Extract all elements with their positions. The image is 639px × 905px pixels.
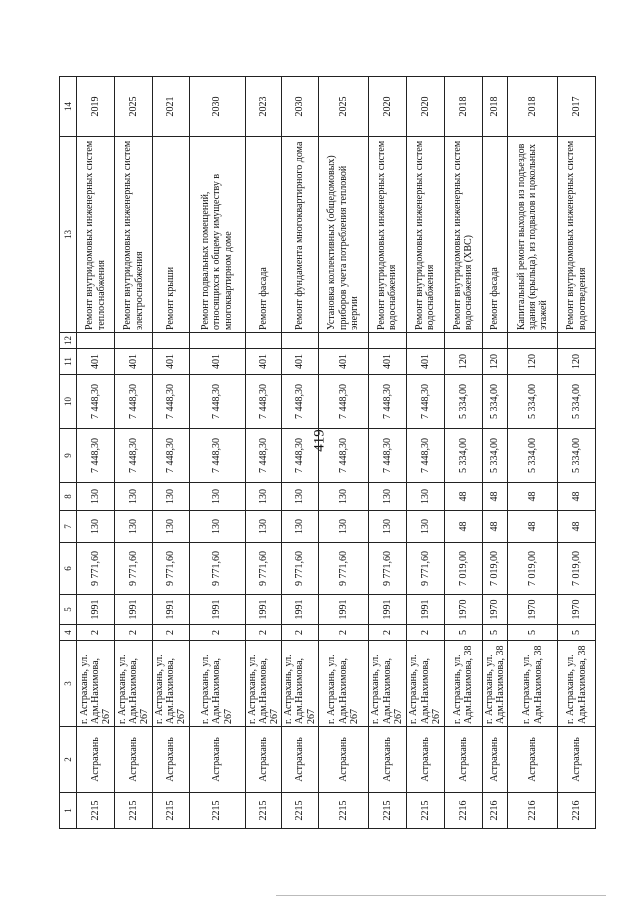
cell-address: г. Астрахань, ул. Адм.Нахимова, 38: [558, 641, 596, 727]
cell-floors: 5: [558, 625, 596, 641]
cell-work-type: Ремонт внутридомовых инженерных систем теплоснабжения: [77, 137, 115, 333]
cell-col12: [153, 333, 190, 349]
cell-planned-year: 2025: [318, 77, 368, 137]
cell-year-built: 1991: [77, 595, 115, 625]
cell-city: Астрахань: [77, 727, 115, 793]
cell-apartments: 130: [153, 511, 190, 543]
cell-living-area: 5 334,00: [444, 429, 482, 483]
column-header-3: 3: [60, 641, 77, 727]
cell-living-area: 5 334,00: [558, 429, 596, 483]
cell-city: Астрахань: [558, 727, 596, 793]
cell-floors: 5: [482, 625, 507, 641]
cell-apartments: 130: [189, 511, 245, 543]
table-row: [508, 77, 558, 829]
cell-col12: [245, 333, 282, 349]
cell-owners: 401: [77, 349, 115, 375]
cell-owners: 120: [558, 349, 596, 375]
cell-floors: 5: [508, 625, 558, 641]
cell-planned-year: 2020: [406, 77, 444, 137]
cell-building-id: 2215: [245, 793, 282, 829]
cell-city: Астрахань: [318, 727, 368, 793]
cell-living-area: 7 448,30: [318, 429, 368, 483]
cell-work-type: Ремонт фасада: [482, 137, 507, 333]
cell-year-built: 1991: [189, 595, 245, 625]
cell-work-type: Ремонт внутридомовых инженерных систем водоотведения: [558, 137, 596, 333]
cell-work-type: Ремонт фундамента многоквартирного дома: [282, 137, 319, 333]
cell-residents: 130: [153, 483, 190, 511]
cell-residents: 130: [282, 483, 319, 511]
cell-building-id: 2215: [282, 793, 319, 829]
cell-address: г. Астрахань, ул. Адм.Нахимова, 267: [368, 641, 406, 727]
cell-planned-year: 2017: [558, 77, 596, 137]
table-row: [245, 77, 282, 829]
cell-total-living-area: 5 334,00: [482, 375, 507, 429]
cell-residents: 130: [189, 483, 245, 511]
column-header-10: 10: [60, 375, 77, 429]
cell-residents: 130: [406, 483, 444, 511]
cell-total-living-area: 7 448,30: [368, 375, 406, 429]
cell-residents: 130: [318, 483, 368, 511]
cell-year-built: 1991: [406, 595, 444, 625]
cell-residents: 130: [368, 483, 406, 511]
table-row: [115, 77, 153, 829]
cell-total-area: 7 019,00: [444, 543, 482, 595]
cell-living-area: 5 334,00: [508, 429, 558, 483]
cell-total-area: 9 771,60: [318, 543, 368, 595]
table-row: [558, 77, 596, 829]
cell-city: Астрахань: [444, 727, 482, 793]
cell-address: г. Астрахань, ул. Адм.Нахимова, 267: [153, 641, 190, 727]
column-header-7: 7: [60, 511, 77, 543]
cell-residents: 48: [558, 483, 596, 511]
column-header-6: 6: [60, 543, 77, 595]
cell-planned-year: 2018: [508, 77, 558, 137]
cell-total-living-area: 7 448,30: [406, 375, 444, 429]
cell-col12: [482, 333, 507, 349]
table-row: [153, 77, 190, 829]
cell-building-id: 2216: [558, 793, 596, 829]
cell-work-type: Капитальный ремонт выходов из подъездов здания (крыльца), из подвалов и цокольных этажей: [508, 137, 558, 333]
cell-work-type: Ремонт подвальных помещений, относящихся к общему имуществу в многоквартирном доме: [189, 137, 245, 333]
cell-city: Астрахань: [406, 727, 444, 793]
cell-residents: 130: [245, 483, 282, 511]
column-header-11: 11: [60, 349, 77, 375]
column-header-5: 5: [60, 595, 77, 625]
cell-address: г. Астрахань, ул. Адм.Нахимова, 38: [482, 641, 507, 727]
cell-owners: 401: [245, 349, 282, 375]
cell-planned-year: 2030: [282, 77, 319, 137]
cell-city: Астрахань: [282, 727, 319, 793]
cell-address: г. Астрахань, ул. Адм.Нахимова, 267: [282, 641, 319, 727]
table-row: [77, 77, 115, 829]
cell-floors: 2: [245, 625, 282, 641]
cell-apartments: 130: [77, 511, 115, 543]
cell-work-type: Ремонт фасада: [245, 137, 282, 333]
cell-total-area: 9 771,60: [153, 543, 190, 595]
cell-total-living-area: 7 448,30: [282, 375, 319, 429]
column-header-13: 13: [60, 137, 77, 333]
cell-building-id: 2215: [406, 793, 444, 829]
cell-total-living-area: 5 334,00: [558, 375, 596, 429]
cell-col12: [115, 333, 153, 349]
cell-total-area: 7 019,00: [482, 543, 507, 595]
cell-building-id: 2216: [482, 793, 507, 829]
cell-address: г. Астрахань, ул. Адм.Нахимова, 267: [77, 641, 115, 727]
cell-total-area: 9 771,60: [115, 543, 153, 595]
cell-floors: 2: [282, 625, 319, 641]
cell-building-id: 2215: [368, 793, 406, 829]
cell-address: г. Астрахань, ул. Адм.Нахимова, 38: [508, 641, 558, 727]
cell-total-area: 9 771,60: [282, 543, 319, 595]
column-header-2: 2: [60, 727, 77, 793]
cell-total-living-area: 7 448,30: [245, 375, 282, 429]
cell-residents: 130: [77, 483, 115, 511]
header-row: [60, 77, 77, 829]
cell-city: Астрахань: [482, 727, 507, 793]
cell-apartments: 48: [444, 511, 482, 543]
rotated-table-wrapper: [59, 77, 595, 829]
cell-planned-year: 2018: [444, 77, 482, 137]
cell-owners: 401: [318, 349, 368, 375]
cell-col12: [558, 333, 596, 349]
cell-apartments: 130: [406, 511, 444, 543]
cell-planned-year: 2021: [153, 77, 190, 137]
cell-owners: 401: [282, 349, 319, 375]
cell-total-living-area: 5 334,00: [508, 375, 558, 429]
cell-col12: [444, 333, 482, 349]
cell-city: Астрахань: [153, 727, 190, 793]
cell-year-built: 1970: [508, 595, 558, 625]
table-row: [368, 77, 406, 829]
cell-total-area: 9 771,60: [406, 543, 444, 595]
table-row: [318, 77, 368, 829]
cell-living-area: 7 448,30: [406, 429, 444, 483]
cell-total-living-area: 7 448,30: [318, 375, 368, 429]
cell-work-type: Ремонт внутридомовых инженерных систем водоснабжения (ХВС): [444, 137, 482, 333]
table-row: [282, 77, 319, 829]
table-row: [406, 77, 444, 829]
cell-total-living-area: 7 448,30: [189, 375, 245, 429]
cell-work-type: Ремонт внутридомовых инженерных систем электроснабжения: [115, 137, 153, 333]
cell-owners: 401: [153, 349, 190, 375]
cell-year-built: 1970: [444, 595, 482, 625]
cell-apartments: 48: [508, 511, 558, 543]
table-body: [77, 77, 596, 829]
cell-total-area: 9 771,60: [245, 543, 282, 595]
cell-floors: 2: [189, 625, 245, 641]
cell-planned-year: 2025: [115, 77, 153, 137]
cell-living-area: 7 448,30: [115, 429, 153, 483]
column-header-4: 4: [60, 625, 77, 641]
cell-building-id: 2215: [318, 793, 368, 829]
cell-col12: [508, 333, 558, 349]
cell-city: Астрахань: [245, 727, 282, 793]
column-header-8: 8: [60, 483, 77, 511]
cell-apartments: 48: [482, 511, 507, 543]
cell-planned-year: 2020: [368, 77, 406, 137]
cell-city: Астрахань: [368, 727, 406, 793]
cell-col12: [77, 333, 115, 349]
cell-total-area: 9 771,60: [189, 543, 245, 595]
cell-planned-year: 2023: [245, 77, 282, 137]
cell-building-id: 2216: [508, 793, 558, 829]
cell-living-area: 7 448,30: [368, 429, 406, 483]
cell-building-id: 2216: [444, 793, 482, 829]
cell-living-area: 5 334,00: [482, 429, 507, 483]
cell-col12: [189, 333, 245, 349]
cell-residents: 48: [482, 483, 507, 511]
cell-building-id: 2215: [77, 793, 115, 829]
cell-address: г. Астрахань, ул. Адм.Нахимова, 38: [444, 641, 482, 727]
cell-building-id: 2215: [153, 793, 190, 829]
cell-owners: 120: [508, 349, 558, 375]
cell-residents: 48: [444, 483, 482, 511]
cell-floors: 2: [153, 625, 190, 641]
cell-planned-year: 2019: [77, 77, 115, 137]
cell-floors: 5: [444, 625, 482, 641]
cell-residents: 130: [115, 483, 153, 511]
page-number: 419: [311, 429, 328, 452]
cell-year-built: 1991: [245, 595, 282, 625]
cell-floors: 2: [406, 625, 444, 641]
cell-living-area: 7 448,30: [189, 429, 245, 483]
cell-city: Астрахань: [115, 727, 153, 793]
cell-floors: 2: [368, 625, 406, 641]
cell-year-built: 1991: [368, 595, 406, 625]
cell-year-built: 1991: [115, 595, 153, 625]
cell-floors: 2: [115, 625, 153, 641]
table-row: [189, 77, 245, 829]
cell-total-area: 7 019,00: [558, 543, 596, 595]
cell-floors: 2: [77, 625, 115, 641]
cell-apartments: 48: [558, 511, 596, 543]
cell-address: г. Астрахань, ул. Адм.Нахимова, 267: [115, 641, 153, 727]
cell-col12: [318, 333, 368, 349]
capital-repair-table: [59, 76, 596, 829]
cell-living-area: 7 448,30: [245, 429, 282, 483]
column-header-12: 12: [60, 333, 77, 349]
cell-year-built: 1970: [558, 595, 596, 625]
table-row: [482, 77, 507, 829]
cell-planned-year: 2030: [189, 77, 245, 137]
cell-col12: [406, 333, 444, 349]
table-row: [444, 77, 482, 829]
cell-total-living-area: 5 334,00: [444, 375, 482, 429]
cell-col12: [282, 333, 319, 349]
cell-year-built: 1970: [482, 595, 507, 625]
cell-total-living-area: 7 448,30: [77, 375, 115, 429]
column-header-1: 1: [60, 793, 77, 829]
cell-floors: 2: [318, 625, 368, 641]
cell-apartments: 130: [245, 511, 282, 543]
cell-living-area: 7 448,30: [282, 429, 319, 483]
cell-address: г. Астрахань, ул. Адм.Нахимова, 267: [406, 641, 444, 727]
column-header-14: 14: [60, 77, 77, 137]
cell-apartments: 130: [368, 511, 406, 543]
cell-total-living-area: 7 448,30: [153, 375, 190, 429]
cell-living-area: 7 448,30: [77, 429, 115, 483]
cell-city: Астрахань: [189, 727, 245, 793]
cell-building-id: 2215: [189, 793, 245, 829]
cell-address: г. Астрахань, ул. Адм.Нахимова, 267: [189, 641, 245, 727]
cell-owners: 120: [482, 349, 507, 375]
cell-col12: [368, 333, 406, 349]
cell-work-type: Ремонт внутридомовых инженерных систем водоснабжения: [406, 137, 444, 333]
footer-line: [276, 895, 606, 896]
cell-total-living-area: 7 448,30: [115, 375, 153, 429]
cell-city: Астрахань: [508, 727, 558, 793]
cell-owners: 401: [189, 349, 245, 375]
cell-total-area: 9 771,60: [368, 543, 406, 595]
cell-living-area: 7 448,30: [153, 429, 190, 483]
cell-owners: 401: [368, 349, 406, 375]
cell-total-area: 7 019,00: [508, 543, 558, 595]
cell-year-built: 1991: [318, 595, 368, 625]
cell-address: г. Астрахань, ул. Адм.Нахимова, 267: [245, 641, 282, 727]
cell-building-id: 2215: [115, 793, 153, 829]
column-header-9: 9: [60, 429, 77, 483]
cell-owners: 401: [115, 349, 153, 375]
cell-apartments: 130: [318, 511, 368, 543]
cell-apartments: 130: [115, 511, 153, 543]
cell-owners: 120: [444, 349, 482, 375]
cell-year-built: 1991: [153, 595, 190, 625]
cell-work-type: Ремонт крыши: [153, 137, 190, 333]
cell-apartments: 130: [282, 511, 319, 543]
cell-year-built: 1991: [282, 595, 319, 625]
cell-work-type: Ремонт внутридомовых инженерных систем водоснабжения: [368, 137, 406, 333]
cell-residents: 48: [508, 483, 558, 511]
cell-address: г. Астрахань, ул. Адм.Нахимова, 267: [318, 641, 368, 727]
cell-planned-year: 2018: [482, 77, 507, 137]
cell-total-area: 9 771,60: [77, 543, 115, 595]
cell-owners: 401: [406, 349, 444, 375]
cell-work-type: Установка коллективных (общедомовых) приборов учета потребления тепловой энергии: [318, 137, 368, 333]
